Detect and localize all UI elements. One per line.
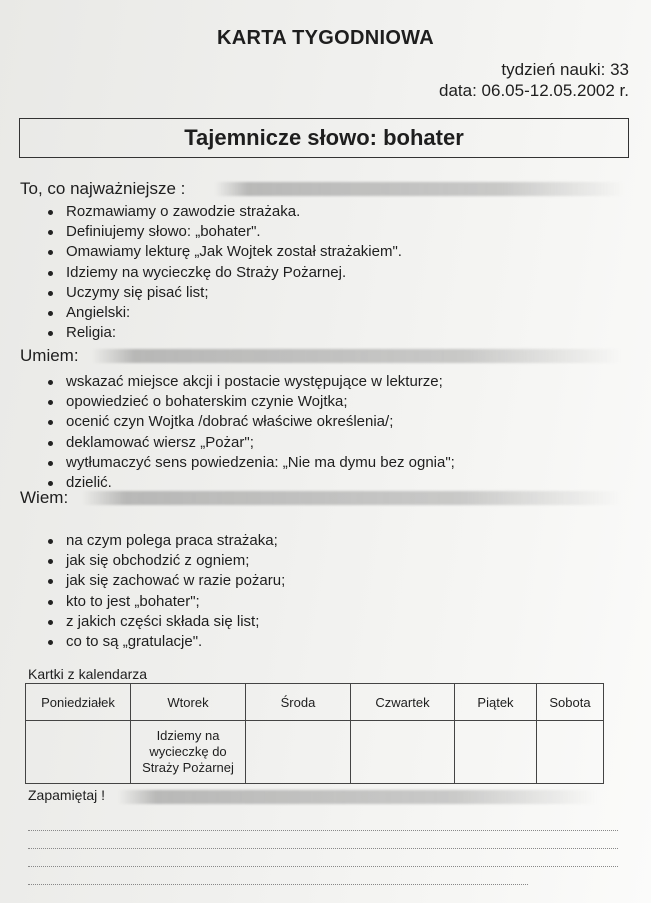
list-item: Idziemy na wycieczkę do Straży Pożarnej.: [48, 263, 402, 283]
list-item: na czym polega praca strażaka;: [48, 531, 285, 551]
calendar-day-header: Sobota: [537, 684, 604, 721]
heading-shade: [82, 491, 622, 505]
list-item: Uczymy się pisać list;: [48, 283, 402, 303]
calendar-entry-row: [26, 721, 604, 784]
heading-shade: [92, 349, 622, 363]
remember-label: Zapamiętaj !: [28, 787, 106, 803]
list-item: Religia:: [48, 323, 402, 343]
heading-shade: [118, 790, 598, 804]
calendar-day-header: Poniedziałek: [26, 684, 131, 721]
calendar-day-cell: [26, 721, 131, 784]
section-heading-important: To, co najważniejsze :: [20, 179, 186, 198]
list-item: opowiedzieć o bohaterskim czynie Wojtka;: [48, 392, 455, 412]
list-item: z jakich części składa się list;: [48, 612, 285, 632]
list-item: wskazać miejsce akcji i postacie występujące w lekturze;: [48, 372, 455, 392]
calendar-table: [25, 683, 604, 784]
list-item: wytłumaczyć sens powiedzenia: „Nie ma dymu bez ognia";: [48, 453, 455, 473]
calendar-day-cell: [351, 721, 455, 784]
list-item: deklamować wiersz „Pożar";: [48, 433, 455, 453]
list-item: jak się zachować w razie pożaru;: [48, 571, 285, 591]
list-item: dzielić.: [48, 473, 455, 493]
list-item: Rozmawiamy o zawodzie strażaka.: [48, 202, 402, 222]
heading-shade: [215, 182, 625, 196]
calendar-day-cell: Idziemy na wycieczkę do Straży Pożarnej: [131, 721, 246, 784]
calendar-day-header: Środa: [246, 684, 351, 721]
calendar-day-header: Wtorek: [131, 684, 246, 721]
list-item: kto to jest „bohater";: [48, 592, 285, 612]
section-heading-know: Wiem:: [20, 488, 69, 507]
know-list: [48, 531, 285, 652]
topic-title: Tajemnicze słowo: bohater: [184, 125, 464, 150]
note-line: [28, 848, 618, 849]
list-item: Definiujemy słowo: „bohater".: [48, 222, 402, 242]
list-item: Omawiamy lekturę „Jak Wojtek został strażakiem".: [48, 242, 402, 262]
calendar-day-header: Czwartek: [351, 684, 455, 721]
document-title: KARTA TYGODNIOWA: [216, 27, 434, 49]
note-line: [28, 866, 618, 867]
list-item: ocenić czyn Wojtka /dobrać właściwe określenia/;: [48, 412, 455, 432]
calendar-day-cell: [455, 721, 537, 784]
calendar-header-row: [26, 684, 604, 721]
note-line: [28, 884, 528, 885]
can-list: [48, 372, 455, 493]
calendar-day-cell: [537, 721, 604, 784]
list-item: co to są „gratulacje".: [48, 632, 285, 652]
calendar-day-header: Piątek: [455, 684, 537, 721]
topic-banner: [19, 118, 629, 158]
section-heading-can: Umiem:: [20, 346, 79, 365]
list-item: Angielski:: [48, 303, 402, 323]
list-item: jak się obchodzić z ogniem;: [48, 551, 285, 571]
calendar-day-cell: [246, 721, 351, 784]
important-list: [48, 202, 402, 343]
calendar-label: Kartki z kalendarza: [28, 666, 148, 682]
date-range: data: 06.05-12.05.2002 r.: [439, 81, 629, 100]
note-line: [28, 830, 618, 831]
week-number: tydzień nauki: 33: [501, 60, 629, 79]
